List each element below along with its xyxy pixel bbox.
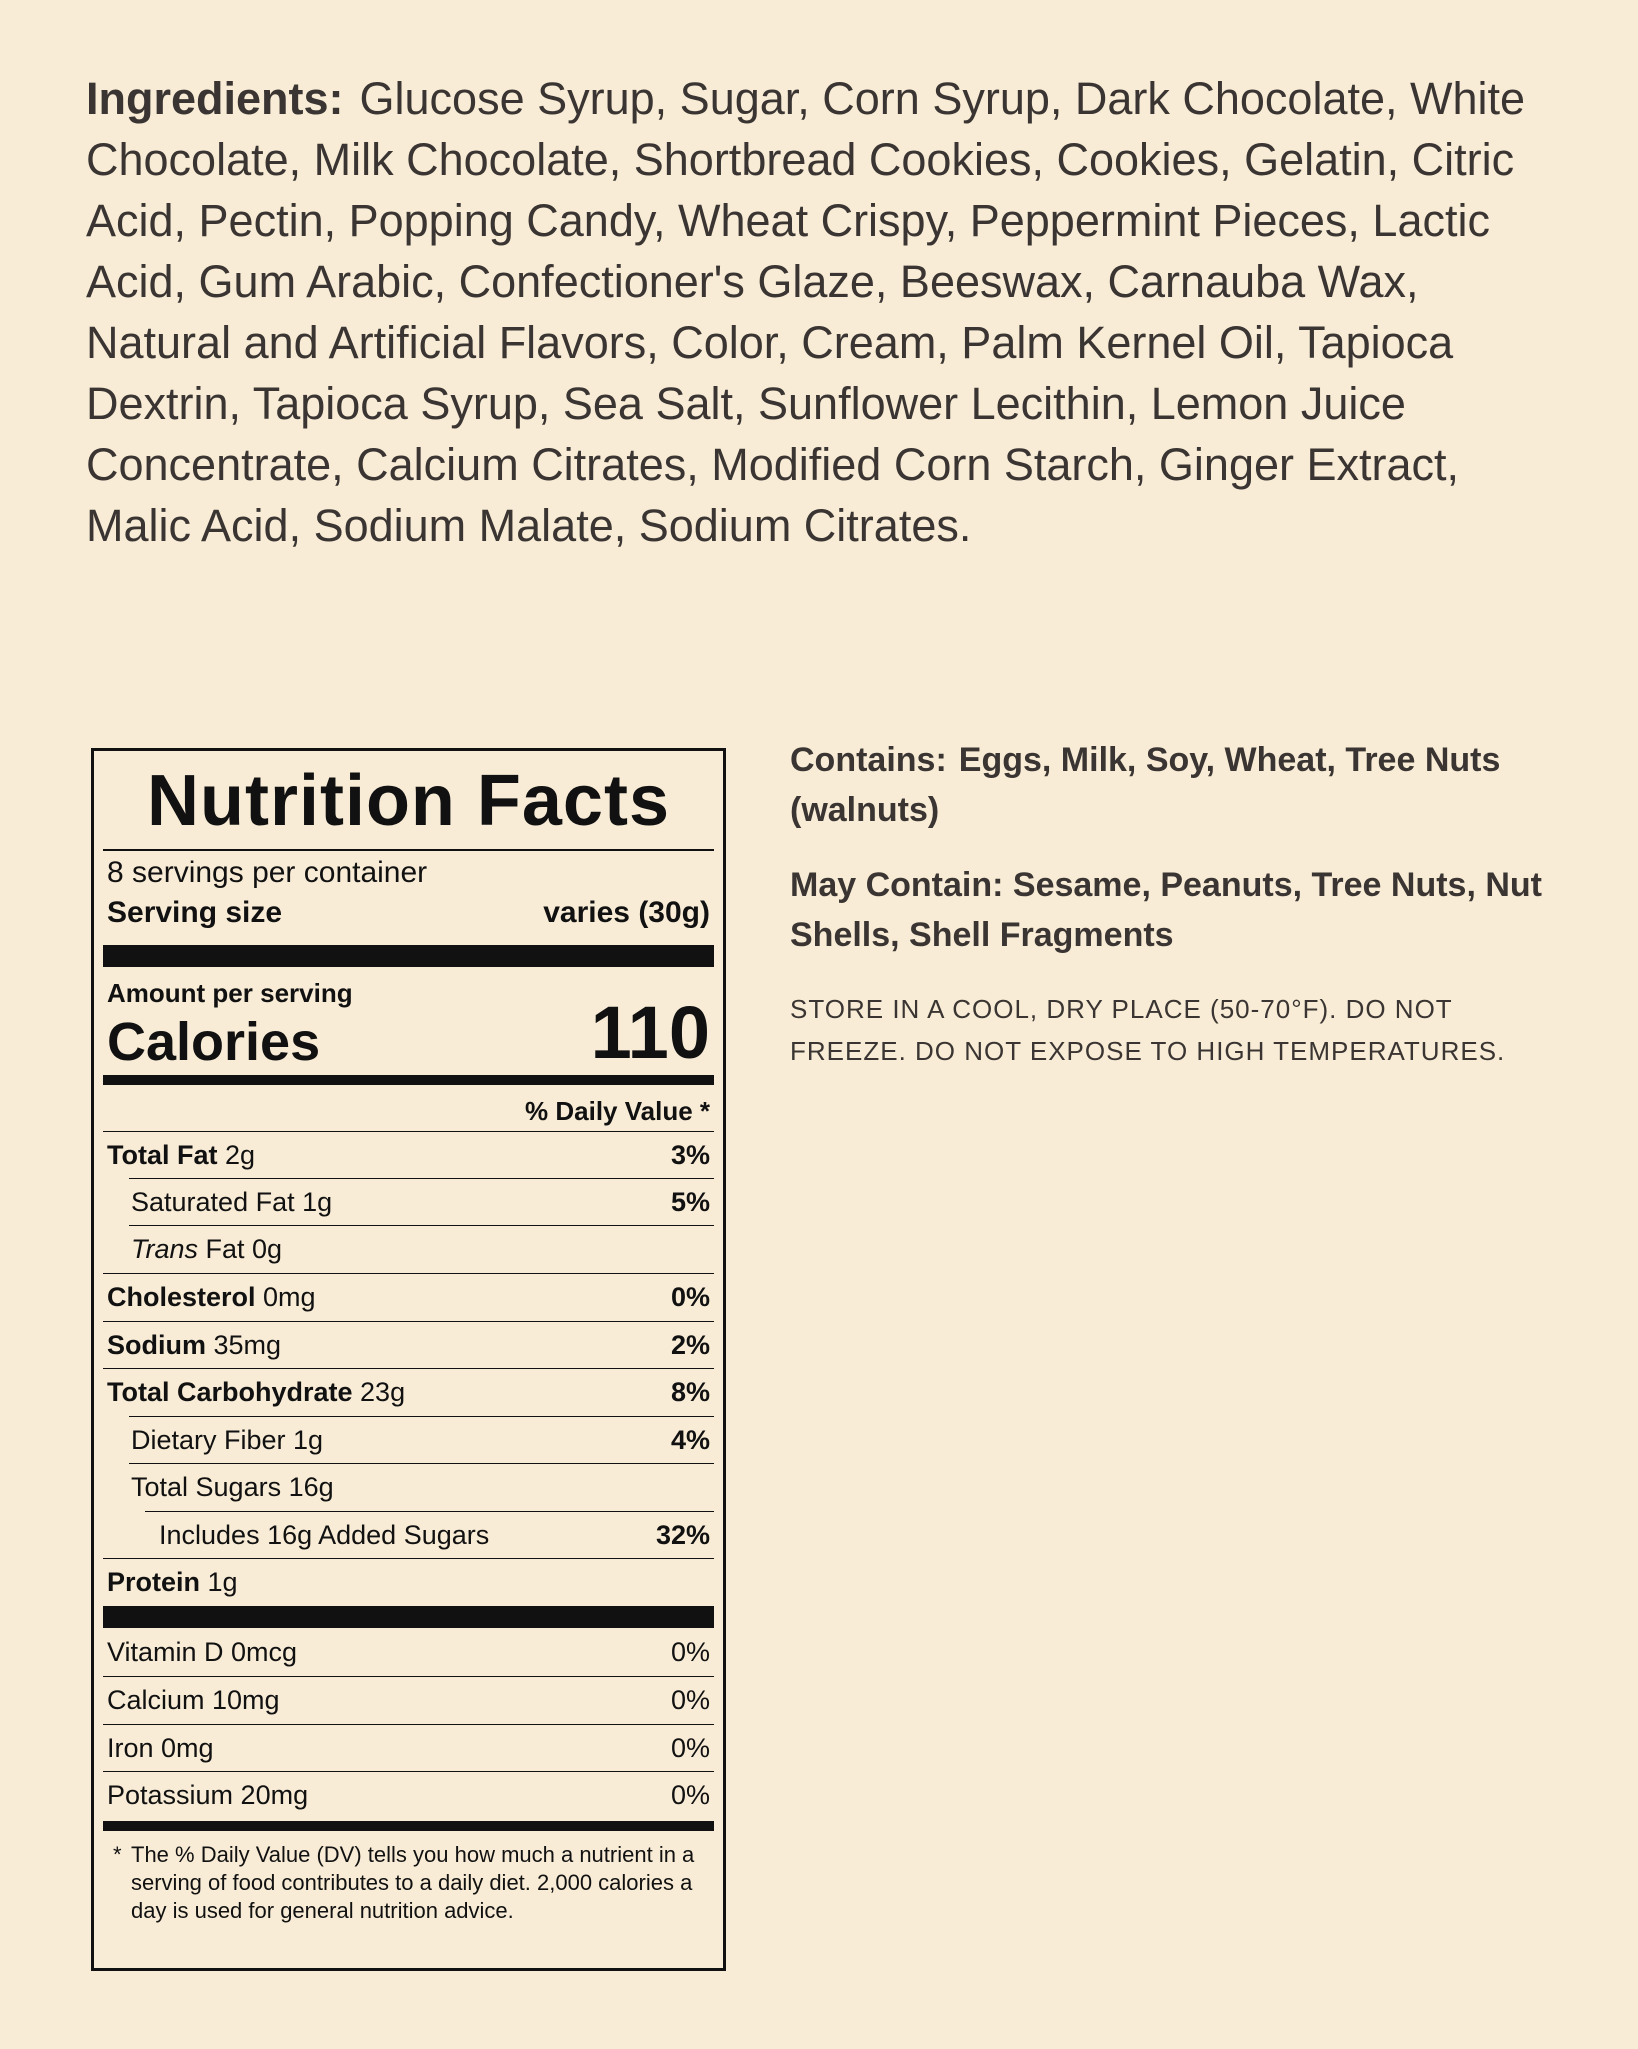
thick-divider	[103, 945, 714, 967]
nutrient-row-dietary-fiber: Dietary Fiber 1g 4%	[129, 1416, 714, 1463]
daily-value-header: % Daily Value *	[525, 1096, 710, 1126]
vitamin-row: Vitamin D 0mcg 0%	[107, 1637, 710, 1667]
medium-divider	[103, 1821, 714, 1831]
nutrient-row-sodium: Sodium 35mg 2%	[103, 1321, 714, 1368]
nutrient-row-added-sugars: Includes 16g Added Sugars 32%	[145, 1511, 714, 1558]
calories-value: 110	[590, 991, 710, 1074]
may-contain-allergens	[790, 860, 1570, 960]
nutrient-row-cholesterol: Cholesterol 0mg 0%	[103, 1273, 714, 1320]
serving-size-label: Serving size	[107, 896, 283, 929]
nutrient-row-total-fat: Total Fat 2g 3%	[103, 1131, 714, 1178]
nutrient-row-saturated-fat: Saturated Fat 1g 5%	[129, 1178, 714, 1225]
nutrition-facts-panel	[91, 748, 726, 1971]
ingredients-label: Ingredients:	[86, 73, 344, 124]
storage-instructions: STORE IN A COOL, DRY PLACE (50-70°F). DO NOT FREEZE. DO NOT EXPOSE TO HIGH TEMPERATURES.	[790, 994, 1506, 1066]
footnote-text: The % Daily Value (DV) tells you how much a nutrient in a serving of food contributes to a daily diet. 2,000 calories a day is used for general nutrition advice.	[131, 1842, 695, 1923]
amount-per-serving: Amount per serving	[107, 978, 353, 1008]
vitamin-row: Potassium 20mg 0%	[103, 1771, 714, 1818]
nutrient-row-protein: Protein 1g	[103, 1558, 714, 1605]
servings-per-container: 8 servings per container	[107, 856, 428, 889]
nutrition-facts-title: Nutrition Facts	[146, 761, 670, 841]
footnote-star: *	[113, 1842, 122, 1867]
contains-label: Contains:	[790, 741, 947, 779]
calories-label: Calories	[107, 1012, 321, 1072]
medium-divider	[103, 1075, 714, 1085]
thick-divider	[103, 1606, 714, 1628]
footnote	[113, 1841, 704, 1925]
vitamin-row: Calcium 10mg 0%	[103, 1676, 714, 1723]
nutrient-row-total-sugars: Total Sugars 16g	[129, 1463, 714, 1510]
contains-allergens	[790, 735, 1570, 835]
may-contain-label: May Contain:	[790, 866, 1004, 904]
may-contain-text: Sesame, Peanuts, Tree Nuts, Nut Shells, Shell Fragments	[790, 866, 1542, 954]
contains-text: Eggs, Milk, Soy, Wheat, Tree Nuts (walnuts)	[790, 741, 1501, 829]
ingredients-text: Glucose Syrup, Sugar, Corn Syrup, Dark Chocolate, White Chocolate, Milk Chocolate, Shortbread Cookies, Cookies, Gelatin, Citric Acid, Pectin, Popping Candy, Wheat Crispy, Peppermint Pieces, Lactic Acid, Gum Arabic, Confectioner's Glaze, Beeswax, Carnauba Wax, Natural and Artificial Flavors, Color, Cream, Palm Kernel Oil, Tapioca Dextrin, Tapioca Syrup, Sea Salt, Sunflower Lecithin, Lemon Juice Concentrate, Calcium Citrates, Modified Corn Starch, Ginger Extract, Malic Acid, Sodium Malate, Sodium Citrates.	[86, 73, 1526, 551]
ingredients-section	[86, 68, 1566, 556]
divider	[103, 849, 714, 851]
nutrient-row-total-carbohydrate: Total Carbohydrate 23g 8%	[103, 1368, 714, 1415]
vitamin-row: Iron 0mg 0%	[103, 1724, 714, 1771]
nutrient-row-trans-fat: Trans Fat 0g	[129, 1225, 714, 1272]
serving-size-value: varies (30g)	[543, 896, 710, 929]
